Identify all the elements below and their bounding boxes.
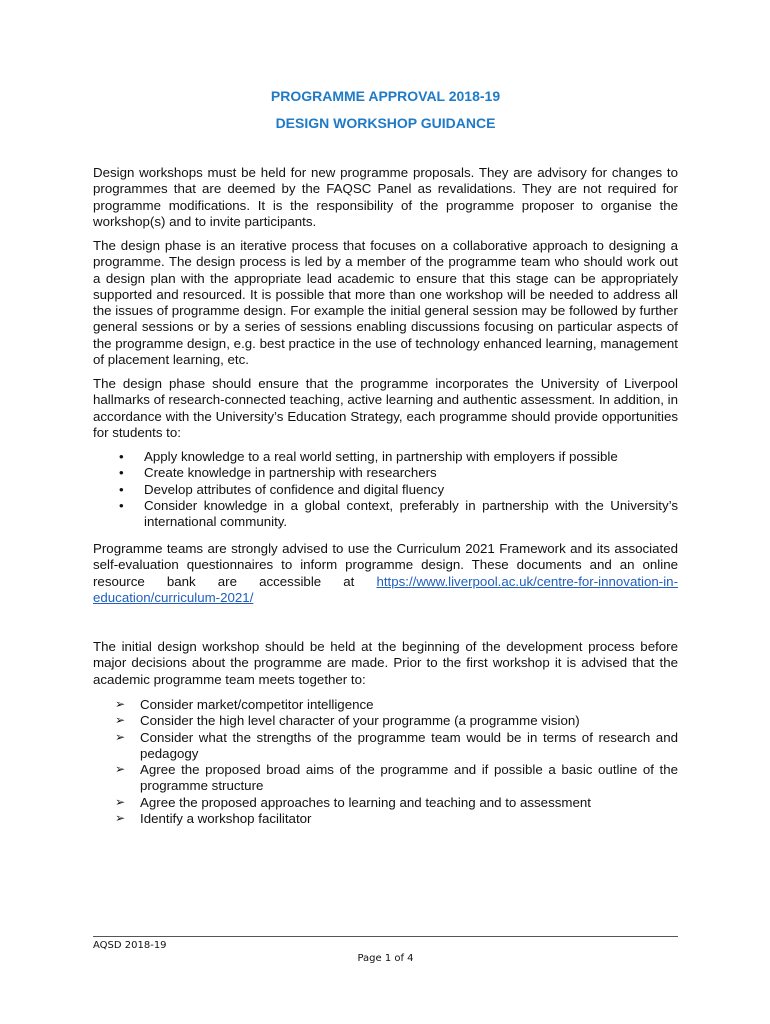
team-actions-list	[93, 697, 678, 827]
paragraph-initial-workshop: The initial design workshop should be held at the beginning of the development process before major decisions about the programme are made. Prior to the first workshop it is advised that the academic programme team meets together to:	[93, 639, 678, 687]
arrow-bullet-icon: ➢	[115, 697, 126, 711]
bullet-icon: •	[119, 481, 124, 497]
list-item: • Develop attributes of confidence and digital fluency	[119, 481, 445, 497]
list-item: • Apply knowledge to a real world setting, in partnership with employers if possible	[119, 449, 618, 464]
page-number: Page 1 of 4	[357, 953, 414, 964]
document-subtitle: DESIGN WORKSHOP GUIDANCE	[275, 115, 496, 131]
paragraph-hallmarks: The design phase should ensure that the programme incorporates the University of Liverpool hallmarks of research-connected teaching, active learning and authentic assessment. In addition, in accordance with the University’s Education Strategy, each programme should provide opportunities for students to:	[93, 376, 678, 440]
opportunities-list	[93, 449, 678, 530]
list-item: ➢ Agree the proposed approaches to learning and teaching and to assessment	[115, 794, 591, 810]
paragraph-design-phase: The design phase is an iterative process that focuses on a collaborative approach to designing a programme. The design process is led by a member of the programme team who should work out a design plan with the appropriate lead academic to ensure that this stage can be appropriately supported and resourced. It is possible that more than one workshop will be needed to address all the issues of programme design. For example the initial general session may be followed by further general sessions or by a series of sessions enabling discussions focusing on particular aspects of the programme design, e.g. best practice in the use of technology enhanced learning, management of placement learning, etc.	[93, 238, 678, 368]
list-item: ➢ Agree the proposed broad aims of the programme and if possible a basic outline of the programme structure	[115, 762, 678, 794]
bullet-icon: •	[119, 497, 124, 513]
list-item: ➢ Consider the high level character of your programme (a programme vision)	[115, 713, 580, 729]
bullet-icon: •	[119, 449, 124, 464]
paragraph-curriculum: Programme teams are strongly advised to use the Curriculum 2021 Framework and its associated self-evaluation questionnaires to inform programme design. These documents and an online resource bank are accessible at https://www.liverpool.ac.uk/centre-for-innovation-in-education/curriculum-2021/	[93, 541, 678, 605]
bullet-icon: •	[119, 465, 124, 481]
curriculum-link[interactable]: https://www.liverpool.ac.uk/centre-for-innovation-in-education/curriculum-2021/	[93, 573, 678, 605]
list-item: ➢ Consider what the strengths of the programme team would be in terms of research and pedagogy	[115, 729, 678, 761]
document-page	[93, 0, 678, 1024]
arrow-bullet-icon: ➢	[115, 762, 126, 777]
list-item: ➢ Consider market/competitor intelligence	[115, 697, 374, 712]
list-item: • Create knowledge in partnership with researchers	[119, 465, 437, 481]
paragraph-intro: Design workshops must be held for new programme proposals. They are advisory for changes to programmes that are deemed by the FAQSC Panel as revalidations. They are not required for programme modifications. It is the responsibility of the programme proposer to organise the workshop(s) and to invite participants.	[93, 165, 678, 229]
document-title: PROGRAMME APPROVAL 2018-19	[270, 88, 501, 104]
list-item: ➢ Identify a workshop facilitator	[115, 811, 312, 827]
arrow-bullet-icon: ➢	[115, 729, 126, 744]
arrow-bullet-icon: ➢	[115, 713, 126, 728]
footer-reference: AQSD 2018-19	[93, 940, 167, 951]
list-item: • Consider knowledge in a global context, preferably in partnership with the University’s international community.	[119, 497, 678, 530]
arrow-bullet-icon: ➢	[115, 811, 126, 826]
arrow-bullet-icon: ➢	[115, 794, 126, 809]
footer-divider	[93, 936, 678, 937]
